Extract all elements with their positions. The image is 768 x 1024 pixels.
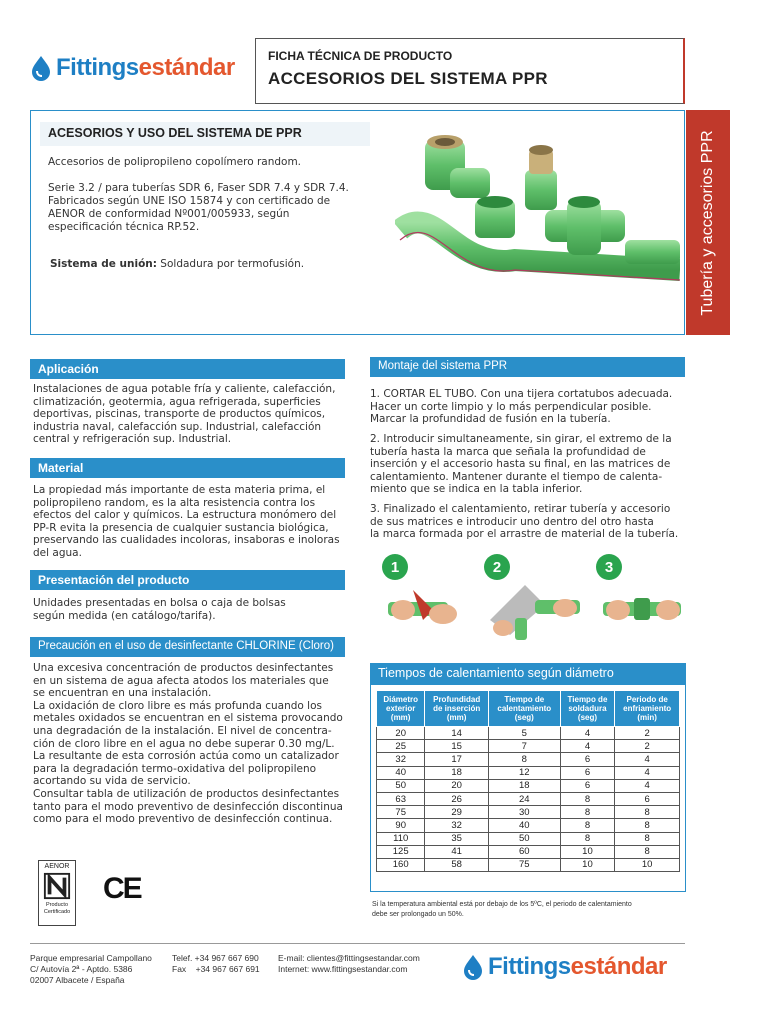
- aenor-n-icon: [43, 872, 71, 900]
- table-cell: 20: [425, 779, 489, 792]
- table-row: [377, 792, 680, 805]
- table-cell: 8: [560, 832, 615, 845]
- table-cell: 2: [615, 740, 680, 753]
- table-cell: 24: [488, 792, 560, 805]
- table-cell: 75: [377, 806, 425, 819]
- table-cell: 32: [425, 819, 489, 832]
- table-cell: 4: [560, 727, 615, 740]
- table-cell: 6: [560, 753, 615, 766]
- table-cell: 6: [560, 766, 615, 779]
- table-row: [377, 779, 680, 792]
- table-header-cell: Diámetro exterior (mm): [377, 691, 425, 727]
- brand-logo: [30, 50, 250, 86]
- intro-paragraph-1: Accesorios de polipropileno copolímero random.: [48, 156, 302, 168]
- table-cell: 4: [615, 766, 680, 779]
- table-cell: 15: [425, 740, 489, 753]
- table-row: [377, 845, 680, 858]
- tiempos-table: [376, 690, 680, 872]
- table-cell: 10: [615, 858, 680, 871]
- table-cell: 12: [488, 766, 560, 779]
- table-cell: 17: [425, 753, 489, 766]
- table-cell: 20: [377, 727, 425, 740]
- table-cell: 29: [425, 806, 489, 819]
- table-row: [377, 740, 680, 753]
- table-cell: 14: [425, 727, 489, 740]
- table-cell: 8: [615, 845, 680, 858]
- header-subtitle: FICHA TÉCNICA DE PRODUCTO: [268, 49, 453, 63]
- table-cell: 8: [488, 753, 560, 766]
- footer-divider: [30, 943, 685, 944]
- table-header-cell: Profundidad de inserción (mm): [425, 691, 489, 727]
- page-title: ACCESORIOS DEL SISTEMA PPR: [268, 69, 548, 88]
- footer-brand-logo: [462, 949, 682, 985]
- table-cell: 60: [488, 845, 560, 858]
- table-cell: 18: [425, 766, 489, 779]
- table-cell: 75: [488, 858, 560, 871]
- table-row: [377, 858, 680, 871]
- aenor-mark: AENOR Producto Certificado: [38, 860, 76, 926]
- table-cell: 50: [488, 832, 560, 845]
- montaje-step-1-text: 1. CORTAR EL TUBO. Con una tijera cortatubos adecuada. Hacer un corte limpio y lo más perpendicular posible. Marcar la profundidad de fusión en la tubería.: [370, 388, 673, 426]
- table-cell: 6: [560, 779, 615, 792]
- table-cell: 7: [488, 740, 560, 753]
- table-cell: 90: [377, 819, 425, 832]
- step-number-2: 2: [484, 554, 510, 580]
- table-cell: 50: [377, 779, 425, 792]
- table-row: [377, 753, 680, 766]
- table-cell: 8: [615, 806, 680, 819]
- step-number-1: 1: [382, 554, 408, 580]
- intro-union: Sistema de unión: Soldadura por termofusión.: [50, 258, 305, 270]
- footer-phone: Telef. +34 967 667 690 Fax +34 967 667 691: [172, 953, 260, 974]
- brand-name: Fittingsestándar: [488, 953, 667, 980]
- table-cell: 4: [615, 753, 680, 766]
- section-aplicacion-text: Instalaciones de agua potable fría y caliente, calefacción, climatización, geotermia, agua refrigerada, superficies deportivas, piscinas, transporte de productos químicos, industria naval, calefacción sup. Industrial, calefacción central y refrigeración sup. Industrial.: [33, 383, 336, 446]
- section-precaucion-title: Precaución en el uso de desinfectante CHLORINE (Cloro): [30, 637, 345, 657]
- table-cell: 8: [560, 792, 615, 805]
- table-cell: 8: [560, 819, 615, 832]
- section-material-text: La propiedad más importante de esta materia prima, el polipropileno random, es la alta resistencia contra los efectos del calor y químicos. La estructura monómero del PP-R evita la presencia de cualquier sustancia biológica, preservando las cualidades incoloras, insaboras e inoloras del agua.: [33, 484, 340, 559]
- tiempos-table-frame: [370, 684, 686, 892]
- step-3-joining-image: [598, 580, 686, 642]
- table-cell: 5: [488, 727, 560, 740]
- step-number-3: 3: [596, 554, 622, 580]
- table-cell: 110: [377, 832, 425, 845]
- table-cell: 8: [615, 819, 680, 832]
- table-cell: 4: [560, 740, 615, 753]
- table-cell: 30: [488, 806, 560, 819]
- table-cell: 41: [425, 845, 489, 858]
- table-cell: 40: [488, 819, 560, 832]
- section-presentacion-text: Unidades presentadas en bolsa o caja de bolsas según medida (en catálogo/tarifa).: [33, 597, 286, 622]
- side-tab: Tubería y accesorios PPR: [686, 110, 730, 335]
- table-cell: 35: [425, 832, 489, 845]
- montaje-step-3-text: 3. Finalizado el calentamiento, retirar tubería y accesorio de sus matrices e introducir uno dentro del otro hasta la marca formada por el arrastre de material de la tubería.: [370, 503, 679, 541]
- table-cell: 10: [560, 858, 615, 871]
- step-2-heating-image: [485, 580, 585, 642]
- table-row: [377, 727, 680, 740]
- section-tiempos-title: Tiempos de calentamiento según diámetro: [370, 663, 686, 684]
- section-material-title: Material: [30, 458, 345, 478]
- table-cell: 26: [425, 792, 489, 805]
- section-aplicacion-title: Aplicación: [30, 359, 345, 379]
- table-header-cell: Periodo de enfriamiento (min): [615, 691, 680, 727]
- table-header-cell: Tiempo de calentamiento (seg): [488, 691, 560, 727]
- section-presentacion-title: Presentación del producto: [30, 570, 345, 590]
- table-cell: 160: [377, 858, 425, 871]
- table-header-cell: Tiempo de soldadura (seg): [560, 691, 615, 727]
- table-cell: 58: [425, 858, 489, 871]
- table-row: [377, 819, 680, 832]
- intro-paragraph-2: Serie 3.2 / para tuberías SDR 6, Faser SDR 7.4 y SDR 7.4. Fabricados según UNE ISO 15874 y con certificado de AENOR de conformidad Nº001/005933, según especificación técnica RP.52.: [48, 182, 349, 233]
- table-row: [377, 766, 680, 779]
- table-cell: 10: [560, 845, 615, 858]
- table-cell: 63: [377, 792, 425, 805]
- table-cell: 25: [377, 740, 425, 753]
- table-cell: 4: [615, 779, 680, 792]
- montaje-step-2-text: 2. Introducir simultaneamente, sin girar, el extremo de la tubería hasta la marca que señala la profundidad de inserción y el accesorio hasta su final, en las matrices de calentamiento. Mantener durante el tiempo de calenta- miento que se indica en la tabla inferior.: [370, 433, 672, 496]
- water-drop-icon: [30, 55, 52, 81]
- table-cell: 8: [615, 832, 680, 845]
- table-cell: 125: [377, 845, 425, 858]
- footer-contact[interactable]: E-mail: clientes@fittingsestandar.com Internet: www.fittingsestandar.com: [278, 953, 420, 974]
- section-precaucion-text: Una excesiva concentración de productos desinfectantes en un sistema de agua afecta atodos los materiales que se encuentran en una instalación. La oxidación de cloro libre es más profunda cuando los metales oxidados se encuentran en el sistema provocando una degradación de la instalación. El nivel de concentra- ción de cloro libre en el agua no debe superar 0.30 mg/L. La resultante de esta corrosión actúa como un catalizador para la degradación termo-oxidativa del polipropileno acortando su vida de servicio. Consultar tabla de utilización de productos desinfectantes tanto para el modo preventivo de desinfección discontinua como para el modo preventivo de desinfección continua.: [33, 662, 343, 826]
- step-1-cutting-image: [378, 580, 473, 642]
- table-cell: 32: [377, 753, 425, 766]
- table-cell: 8: [560, 806, 615, 819]
- tiempos-note: Si la temperatura ambiental está por debajo de los 5ºC, el periodo de calentamiento debe ser prolongado un 50%.: [372, 901, 632, 918]
- table-cell: 6: [615, 792, 680, 805]
- table-cell: 18: [488, 779, 560, 792]
- section-montaje-title: Montaje del sistema PPR: [370, 357, 685, 377]
- intro-title: ACESORIOS Y USO DEL SISTEMA DE PPR: [40, 122, 370, 146]
- product-fittings-image: [395, 120, 680, 330]
- table-row: [377, 832, 680, 845]
- brand-name: Fittingsestándar: [56, 54, 235, 81]
- table-cell: 2: [615, 727, 680, 740]
- footer-address: Parque empresarial Campollano C/ Autovía 2ª - Aptdo. 5386 02007 Albacete / España: [30, 953, 152, 985]
- header-box: [255, 38, 685, 104]
- ce-mark: CE: [103, 872, 141, 905]
- table-cell: 40: [377, 766, 425, 779]
- water-drop-icon: [462, 954, 484, 980]
- table-row: [377, 806, 680, 819]
